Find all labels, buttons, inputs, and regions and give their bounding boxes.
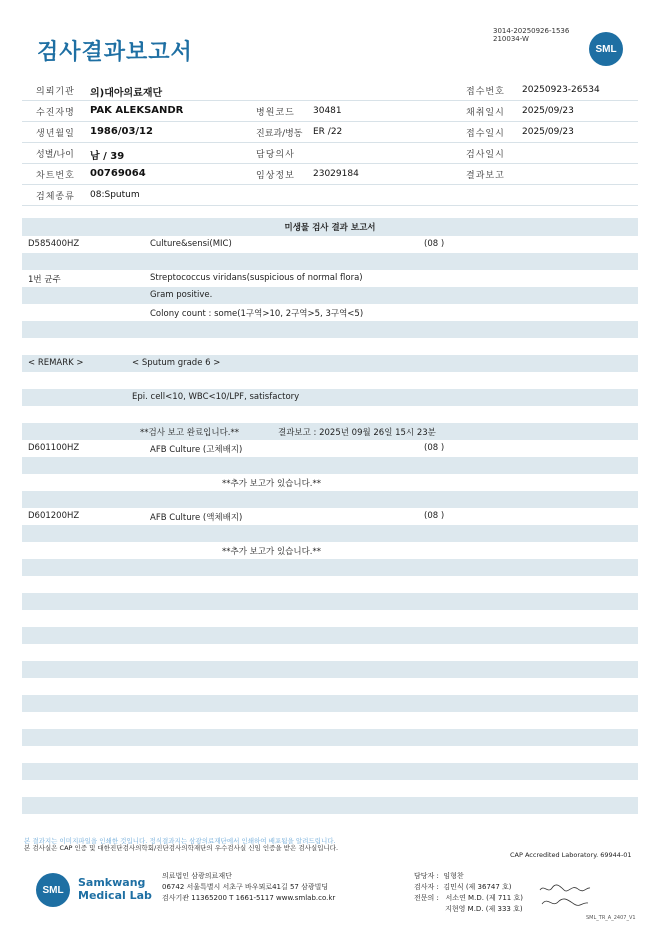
report-row — [22, 440, 638, 457]
report-cell-c2d: **추가 보고가 있습니다.** — [222, 547, 322, 557]
sex-age-value: 남 / 39 — [90, 151, 125, 162]
clinical-value: 23029184 — [313, 169, 359, 179]
footer-sml-logo: SML — [36, 873, 70, 907]
report-row — [22, 491, 638, 508]
report-row — [22, 389, 638, 406]
report-cell-c2c: **검사 보고 완료입니다.** — [140, 428, 240, 438]
footer-staff — [414, 871, 523, 915]
hospital-code-value: 30481 — [313, 106, 342, 116]
address-line2: 06742 서울특별시 서초구 바우뫼로41길 57 삼광빌딩 — [162, 883, 329, 891]
report-row — [22, 287, 638, 304]
patient-value: PAK ALEKSANDR — [90, 105, 184, 116]
brand-line1: Samkwang — [78, 876, 146, 889]
report-cell-c2: AFB Culture (액체배지) — [150, 513, 243, 523]
blank-row — [22, 593, 638, 610]
report-cell-c3: (08 ) — [424, 443, 445, 453]
address-line3: 검사기관 11365200 T 1661-5117 www.smlab.co.kr — [162, 894, 336, 902]
patient-info-table — [22, 80, 638, 206]
form-code: SML_TR_A_2407_V1 — [586, 915, 636, 921]
report-row — [22, 338, 638, 355]
report-heading-row — [22, 218, 638, 236]
report-row — [22, 508, 638, 525]
specimen-value: 08:Sputum — [90, 190, 140, 200]
micro-report — [22, 218, 638, 831]
sex-age-label: 성별/나이 — [36, 150, 74, 160]
report-cell-c2: Colony count : some(1구역>10, 2구역>5, 3구역<5) — [150, 309, 364, 319]
blank-row — [22, 712, 638, 729]
report-row — [22, 542, 638, 559]
clinical-label: 임상정보 — [256, 171, 295, 181]
report-row — [22, 253, 638, 270]
staff-line1: 담당자 : 임형찬 — [414, 872, 464, 880]
info-row — [22, 80, 638, 101]
client-label: 의뢰기관 — [36, 87, 75, 97]
result-report-label: 결과보고 — [466, 171, 505, 181]
report-row — [22, 270, 638, 287]
signature-image — [538, 882, 592, 915]
report-row — [22, 406, 638, 423]
document-id-line1: 3014-20250926-1536 — [493, 27, 570, 35]
signature-icon — [538, 882, 592, 912]
blank-row — [22, 661, 638, 678]
blank-row — [22, 695, 638, 712]
dob-label: 생년월일 — [36, 129, 75, 139]
report-row — [22, 304, 638, 321]
blank-row — [22, 576, 638, 593]
client-value: 의)대아의료재단 — [90, 88, 163, 99]
print-notice: 본 결과지는 이미지파일을 인쇄한 것입니다. 정식결과지는 삼광의료재단에서 인쇄하여 배포됨을 알려드립니다. — [24, 837, 336, 845]
report-row — [22, 355, 638, 372]
patient-label: 수진자명 — [36, 108, 75, 118]
blank-stripes — [22, 559, 638, 831]
blank-row — [22, 746, 638, 763]
report-row — [22, 474, 638, 491]
sml-logo: SML — [589, 32, 623, 66]
blank-row — [22, 559, 638, 576]
blank-row — [22, 814, 638, 831]
info-row — [22, 164, 638, 185]
receipt-date-label: 접수일시 — [466, 129, 505, 139]
report-cell-c3: (08 ) — [424, 511, 445, 521]
report-row — [22, 525, 638, 542]
report-cell-c2: Culture&sensi(MIC) — [150, 239, 232, 249]
report-heading: 미생물 검사 결과 보고서 — [284, 223, 376, 233]
brand-line2: Medical Lab — [78, 889, 152, 902]
staff-line4: 지현영 M.D. (제 333 호) — [414, 905, 523, 913]
info-row — [22, 122, 638, 143]
report-row — [22, 321, 638, 338]
report-cell-c4: 결과보고 : 2025년 09월 26일 15시 23분 — [278, 428, 436, 438]
dob-value: 1986/03/12 — [90, 126, 153, 137]
report-cell-c2: Streptococcus viridans(suspicious of normal flora) — [150, 273, 363, 283]
address-line1: 의료법인 삼광의료재단 — [162, 872, 232, 880]
report-cell-c2: AFB Culture (고체배지) — [150, 445, 243, 455]
report-row — [22, 457, 638, 474]
report-rows — [22, 236, 638, 559]
report-cell-c2b: Epi. cell<10, WBC<10/LPF, satisfactory — [132, 392, 300, 402]
report-cell-c2d: **추가 보고가 있습니다.** — [222, 479, 322, 489]
blank-row — [22, 627, 638, 644]
report-row — [22, 423, 638, 440]
dept-label: 진료과/병동 — [256, 129, 303, 139]
test-date-label: 검사일시 — [466, 150, 505, 160]
collect-date-label: 채취일시 — [466, 108, 505, 118]
collect-date-value: 2025/09/23 — [522, 106, 574, 116]
blank-row — [22, 763, 638, 780]
info-row — [22, 143, 638, 164]
report-cell-c1: D585400HZ — [28, 239, 80, 249]
specimen-label: 검체종류 — [36, 192, 75, 202]
hospital-code-label: 병원코드 — [256, 108, 295, 118]
staff-line3: 전문의 : 서소연 M.D. (제 711 호) — [414, 894, 523, 902]
report-row — [22, 236, 638, 253]
blank-row — [22, 780, 638, 797]
doctor-label: 담당의사 — [256, 150, 295, 160]
cap-accreditation: CAP Accredited Laboratory. 69944-01 — [510, 851, 632, 859]
blank-row — [22, 678, 638, 695]
info-row — [22, 185, 638, 206]
blank-row — [22, 610, 638, 627]
chart-no-value: 00769064 — [90, 168, 146, 179]
report-cell-c1: D601100HZ — [28, 443, 80, 453]
report-cell-c1: D601200HZ — [28, 511, 80, 521]
accreditation-note: 본 검사실은 CAP 인증 및 대한진단검사의학회/진단검사의학재단의 우수검사실 신임 인증을 받은 검사실입니다. — [24, 844, 339, 852]
report-cell-c1: < REMARK > — [28, 358, 84, 368]
report-row — [22, 372, 638, 389]
staff-line2: 검사자 : 김민식 (제 36747 호) — [414, 883, 512, 891]
footer-address — [162, 871, 335, 904]
blank-row — [22, 729, 638, 746]
receipt-date-value: 2025/09/23 — [522, 127, 574, 137]
blank-row — [22, 797, 638, 814]
report-cell-c1: 1번 균주 — [28, 275, 61, 285]
report-cell-c2b: < Sputum grade 6 > — [132, 358, 221, 368]
report-cell-c3: (08 ) — [424, 239, 445, 249]
chart-no-label: 차트번호 — [36, 171, 75, 181]
receipt-no-label: 접수번호 — [466, 87, 505, 97]
receipt-no-value: 20250923-26534 — [522, 85, 600, 95]
report-cell-c2: Gram positive. — [150, 290, 213, 300]
info-row — [22, 101, 638, 122]
document-id — [493, 27, 569, 43]
dept-value: ER /22 — [313, 127, 343, 137]
report-title: 검사결과보고서 — [37, 40, 193, 65]
footer-brand — [78, 876, 152, 902]
document-id-line2: 210034-W — [493, 35, 529, 43]
blank-row — [22, 644, 638, 661]
